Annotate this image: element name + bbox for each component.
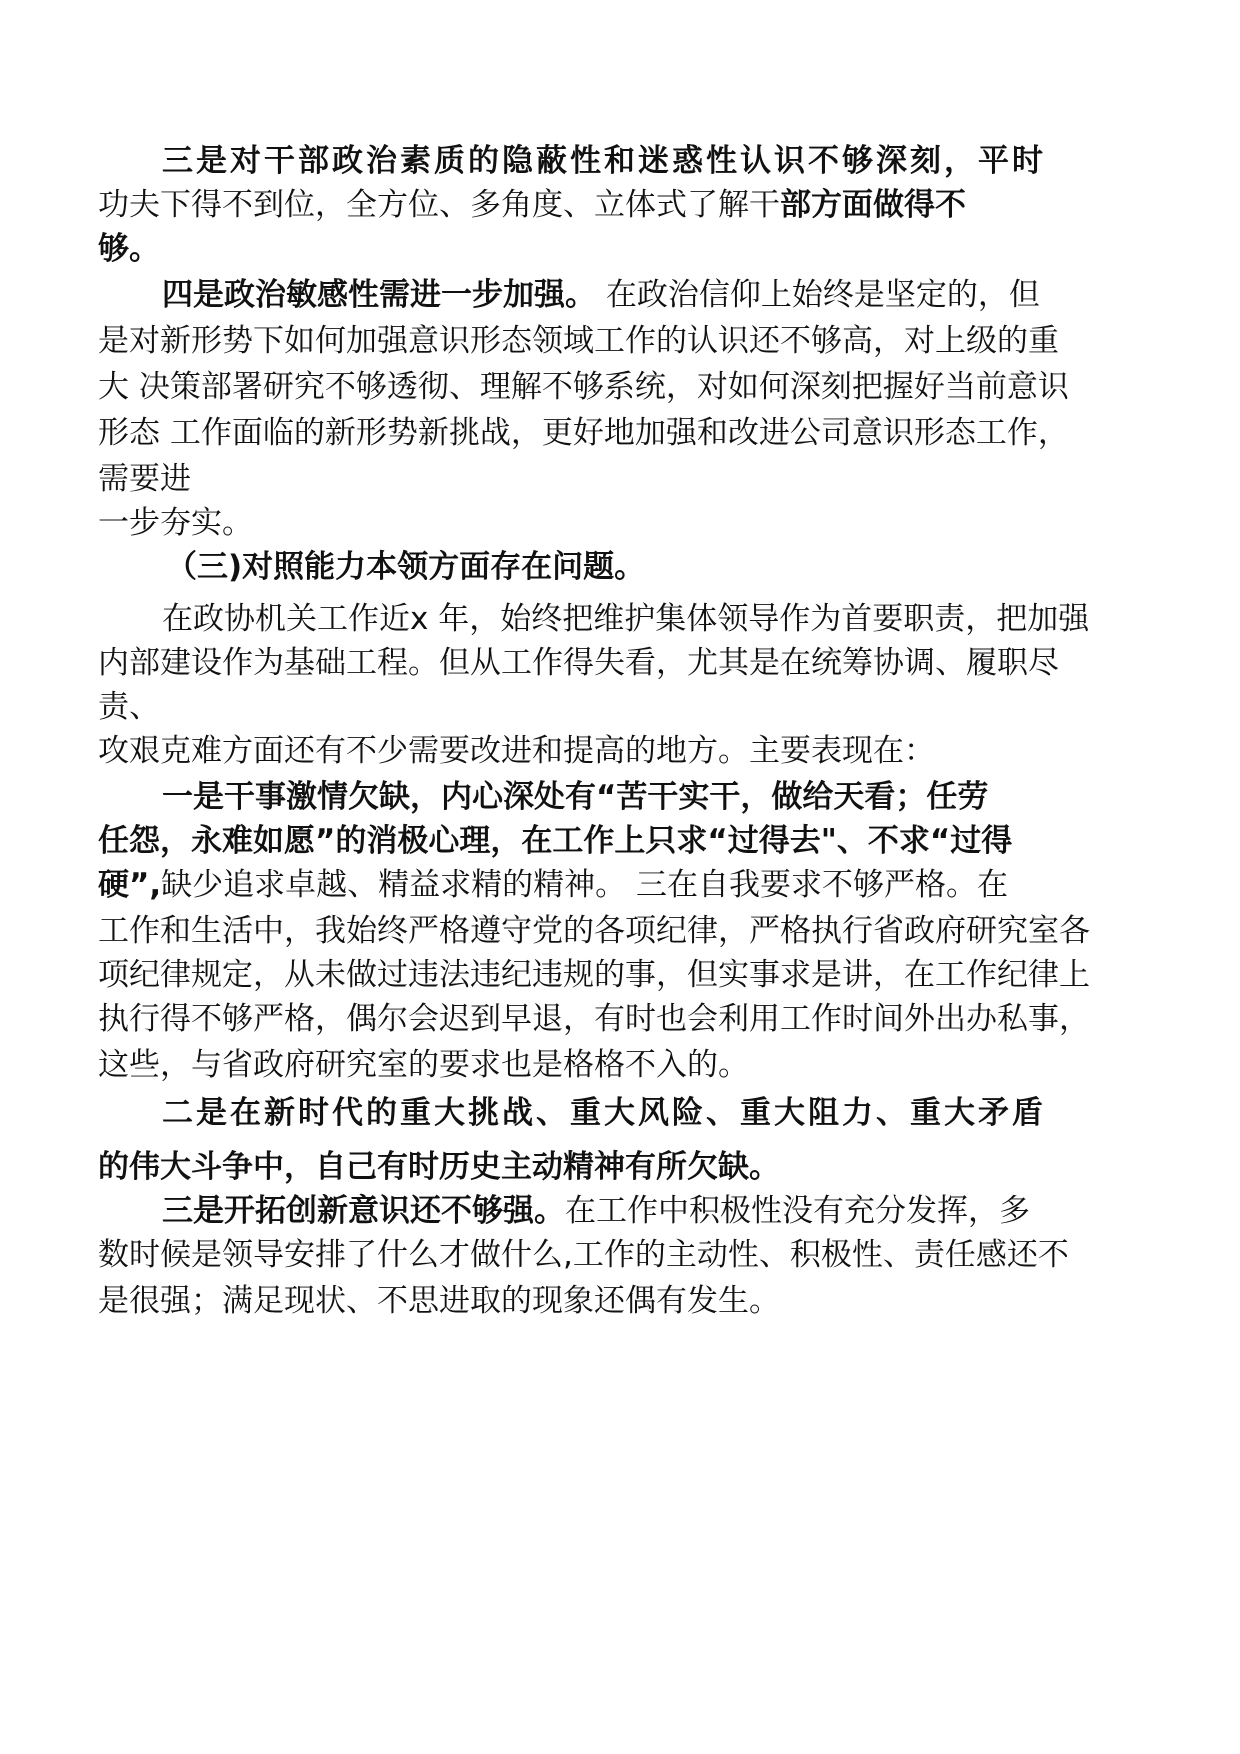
- text-line: [162, 1093, 1046, 1133]
- bold-run: 三是对干部政治素质的隐蔽性和迷惑性认识不够深刻，平时: [162, 143, 1046, 179]
- bold-run: 的伟大斗争中，自己有时历史主动精神有所欠缺。: [98, 1149, 780, 1185]
- text-line: [98, 1147, 780, 1187]
- bold-run: 四是政治敏感性需进一步加强。: [162, 277, 596, 313]
- text-run: 执行得不够严格，偶尔会迟到早退，有时也会利用工作时间外出办私事，: [98, 1001, 1090, 1037]
- bold-run: 三是开拓创新意识还不够强。: [162, 1193, 565, 1229]
- text-run: 在工作中积极性没有充分发挥，多: [565, 1193, 1030, 1229]
- text-run: 功夫下得不到位，全方位、多角度、立体式了解干: [98, 187, 780, 223]
- text-run: 在政协机关工作近x 年，始终把维护集体领导作为首要职责，把加强: [162, 601, 1090, 637]
- text-line: [98, 687, 160, 727]
- text-line: [162, 599, 1089, 639]
- text-line: [162, 1191, 1030, 1231]
- text-line: [98, 321, 1059, 361]
- text-run: 形态 工作面临的新形势新挑战，更好地加强和改进公司意识形态工作，: [98, 415, 1069, 451]
- text-line: [162, 141, 1046, 181]
- section-heading: [166, 547, 645, 587]
- text-run: 在政治信仰上始终是坚定的，但: [596, 277, 1040, 313]
- text-run: 工作和生活中，我始终严格遵守党的各项纪律，严格执行省政府研究室各: [98, 913, 1090, 949]
- text-line: [98, 865, 1008, 905]
- text-run: 项纪律规定，从未做过违法违纪违规的事，但实事求是讲，在工作纪律上: [98, 957, 1090, 993]
- text-line: [98, 1235, 1069, 1275]
- text-run: 大 决策部署研究不够透彻、理解不够系统，对如何深刻把握好当前意识: [98, 369, 1069, 405]
- text-line: [98, 185, 966, 225]
- bold-run: 部方面做得不: [780, 187, 966, 223]
- text-line: [162, 275, 1040, 315]
- text-line: [98, 503, 253, 543]
- text-run: 是对新形势下如何加强意识形态领域工作的认识还不够高，对上级的重: [98, 323, 1059, 359]
- text-run: 一步夯实。: [98, 505, 253, 541]
- bold-run: 二是在新时代的重大挑战、重大风险、重大阻力、重大矛盾: [162, 1095, 1046, 1131]
- bold-run: 任怨，永难如愿”的消极心理，在工作上只求“过得去"、不求“过得: [98, 823, 1013, 859]
- text-line: [98, 643, 1059, 683]
- bold-run: 硬”,: [98, 867, 162, 903]
- text-line: [98, 229, 160, 269]
- text-line: [98, 911, 1090, 951]
- text-line: [98, 367, 1069, 407]
- text-run: 需要进: [98, 461, 191, 497]
- text-line: [98, 1281, 780, 1321]
- text-line: [98, 459, 191, 499]
- bold-run: （三)对照能力本领方面存在问题。: [166, 549, 646, 585]
- bold-run: 一是干事激情欠缺，内心深处有“苦干实干，做给天看；任劳: [162, 779, 989, 815]
- text-line: [98, 1045, 749, 1085]
- text-run: 内部建设作为基础工程。但从工作得失看，尤其是在统筹协调、履职尽: [98, 645, 1059, 681]
- text-run: 数时候是领导安排了什么才做什么,工作的主动性、积极性、责任感还不: [98, 1237, 1069, 1273]
- text-run: 是很强；满足现状、不思进取的现象还偶有发生。: [98, 1283, 780, 1319]
- text-run: 这些，与省政府研究室的要求也是格格不入的。: [98, 1047, 749, 1083]
- text-run: 责、: [98, 689, 160, 725]
- text-line: [98, 999, 1090, 1039]
- text-line: [98, 731, 935, 771]
- text-run: 攻艰克难方面还有不少需要改进和提高的地方。主要表现在：: [98, 733, 935, 769]
- text-line: [98, 413, 1069, 453]
- text-line: [98, 955, 1090, 995]
- text-line: [98, 821, 1012, 861]
- bold-run: 够。: [98, 231, 160, 267]
- text-line: [162, 777, 988, 817]
- text-run: 缺少追求卓越、精益求精的精神。 三在自我要求不够严格。在: [161, 867, 1009, 903]
